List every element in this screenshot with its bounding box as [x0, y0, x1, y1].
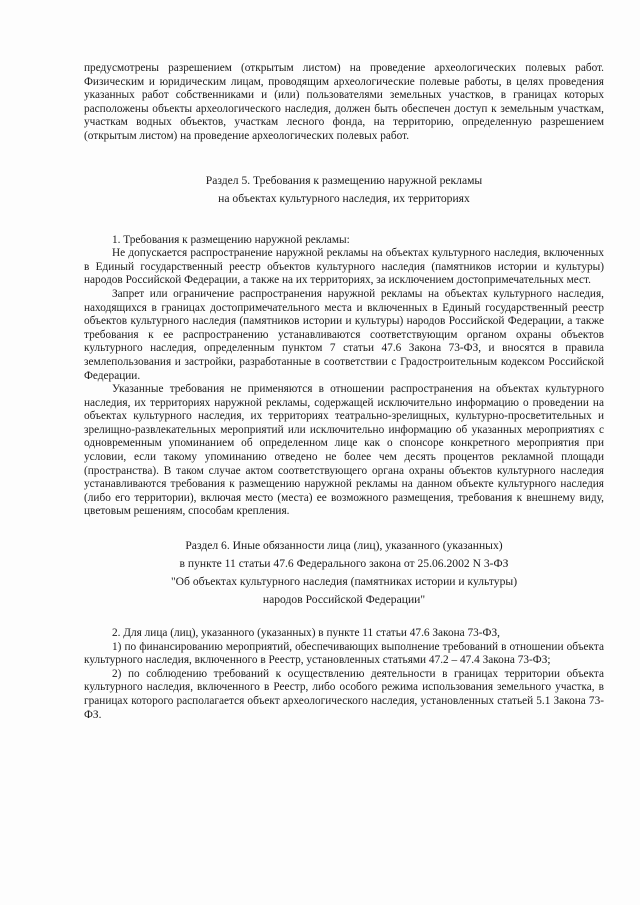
section6-heading-line4: народов Российской Федерации": [262, 593, 426, 607]
section5-point1-title: 1. Требования к размещению наружной рекламы:: [112, 233, 350, 246]
section6-heading-line1: Раздел 6. Иные обязанности лица (лиц), указанного (указанных): [185, 539, 503, 553]
section6-heading-line3: "Об объектах культурного наследия (памятниках истории и культуры): [170, 575, 518, 589]
section5-heading-line2: на объектах культурного наследия, их территориях: [218, 191, 470, 205]
section6-point2-title: 2. Для лица (лиц), указанного (указанных) в пункте 11 статьи 47.6 Закона 73-ФЗ,: [112, 627, 500, 640]
intro-paragraph: предусмотрены разрешением (открытым листом) на проведение археологических полевых работ. Физическим и юридическим лицам, проводящим археологические полевые работы, в целях проведения указанных работ собственниками и (или) пользователями земельных участков, в границах которых расположены объекты археологического наследия, должен быть обеспечен доступ к земельным участкам, участкам водных объектов, участкам лесного фонда, на территорию, определенную разрешением (открытым листом) на проведение археологических полевых работ.: [84, 62, 604, 142]
section6-heading: [84, 537, 604, 609]
section6-heading-line2: в пункте 11 статьи 47.6 Федерального закона от 25.06.2002 N 3-ФЗ: [179, 557, 509, 571]
document-body: [84, 62, 604, 722]
section5-paragraph-2: Запрет или ограничение распространения наружной рекламы на объектах культурного наследия, находящихся в границах достопримечательного места и включенных в Единый государственный реестр объектов культурного наследия (памятников истории и культуры) народов Российской Федерации, а также требования к ее распространению устанавливаются соответствующим органом охраны объектов культурного наследия, определенным пунктом 7 статьи 47.6 Закона 73-ФЗ, и вносятся в правила землепользования и застройки, разработанные в соответствии с Градостроительным кодексом Российской Федерации.: [84, 287, 604, 382]
section6-item-1: 1) по финансированию мероприятий, обеспечивающих выполнение требований в отношении объекта культурного наследия, включенного в Реестр, установленных статьями 47.2 – 47.4 Закона 73-ФЗ;: [84, 640, 604, 667]
section6-item-2: 2) по соблюдению требований к осуществлению деятельности в границах территории объекта культурного наследия, включенного в Реестр, либо особого режима использования земельного участка, в границах которого располагается объект археологического наследия, установленных статьей 5.1 Закона 73-ФЗ.: [84, 667, 604, 721]
section5-paragraph-1: Не допускается распространение наружной рекламы на объектах культурного наследия, включенных в Единый государственный реестр объектов культурного наследия (памятников истории и культуры) народов Российской Федерации, а также на их территориях, за исключением достопримечательных мест.: [84, 247, 604, 287]
section5-heading-line1: Раздел 5. Требования к размещению наружной рекламы: [205, 173, 483, 187]
section5-heading: [84, 172, 604, 208]
section5-paragraph-3: Указанные требования не применяются в отношении распространения на объектах культурного наследия, их территориях наружной рекламы, содержащей исключительно информацию о проведении на объектах культурного наследия, их территориях театрально-зрелищных, культурно-просветительных и зрелищно-развлекательных мероприятий или исключительно информацию об указанных мероприятиях с одновременным упоминанием об определенном лице как о спонсоре конкретного мероприятия при условии, если такому упоминанию отведено не более чем десять процентов рекламной площади (пространства). В таком случае актом соответствующего органа охраны объектов культурного наследия устанавливаются требования к размещению наружной рекламы на данном объекте культурного наследия (либо его территории), включая место (места) ее возможного размещения, требования к внешнему виду, цветовым решениям, способам крепления.: [84, 383, 604, 518]
